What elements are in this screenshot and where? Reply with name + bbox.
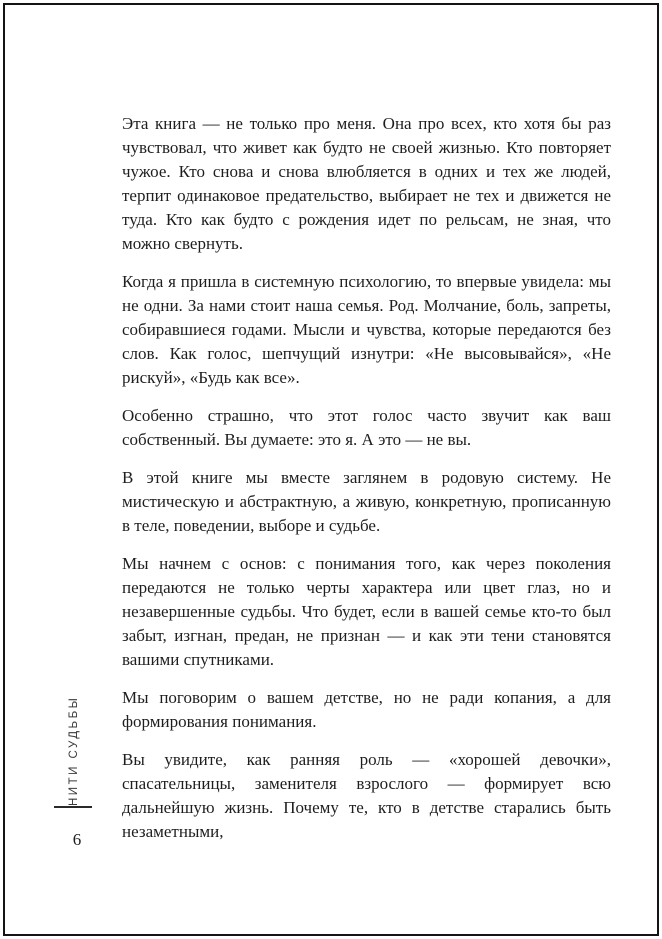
paragraph: Особенно страшно, что этот голос часто звучит как ваш собственный. Вы думаете: это я. А это — не вы. xyxy=(122,406,611,449)
paragraph: Когда я пришла в системную психологию, то впервые увидела: мы не одни. За нами стоит наша семья. Род. Молчание, боль, запреты, собиравшиеся годами. Мысли и чувства, которые передаются без слов. Как голос, шепчущий изнутри: «Не высовывайся», «Не рискуй», «Будь как все». xyxy=(122,272,611,387)
paragraph: Мы поговорим о вашем детстве, но не ради копания, а для формирования понимания. xyxy=(122,688,611,731)
paragraph: Мы начнем с основ: с понимания того, как через поколения передаются не только черты характера или цвет глаз, но и незавершенные судьбы. Что будет, если в вашей семье кто-то был забыт, изгнан, предан, не признан — и как эти тени становятся вашими спутниками. xyxy=(122,554,611,669)
paragraph: Вы увидите, как ранняя роль — «хорошей девочки», спасательницы, заменителя взрослого — формирует всю дальнейшую жизнь. Почему те, кто в детстве старались быть незаметными, xyxy=(122,750,611,841)
running-title-vertical: НИТИ СУДЬБЫ xyxy=(68,695,80,806)
paragraph: Эта книга — не только про меня. Она про всех, кто хотя бы раз чувствовал, что живет как будто не своей жизнью. Кто повторяет чужое. Кто снова и снова влюбляется в одних и тех же людей, терпит одинаковое предательство, выбирает не тех и движется не туда. Кто как будто с рождения идет по рельсам, не зная, что можно свернуть. xyxy=(122,114,611,253)
footer-rule xyxy=(54,806,92,808)
page-number: 6 xyxy=(72,830,82,849)
paragraph: В этой книге мы вместе заглянем в родовую систему. Не мистическую и абстрактную, а живую, конкретную, прописанную в теле, поведении, выборе и судьбе. xyxy=(122,468,611,535)
body-text-column xyxy=(122,112,611,858)
